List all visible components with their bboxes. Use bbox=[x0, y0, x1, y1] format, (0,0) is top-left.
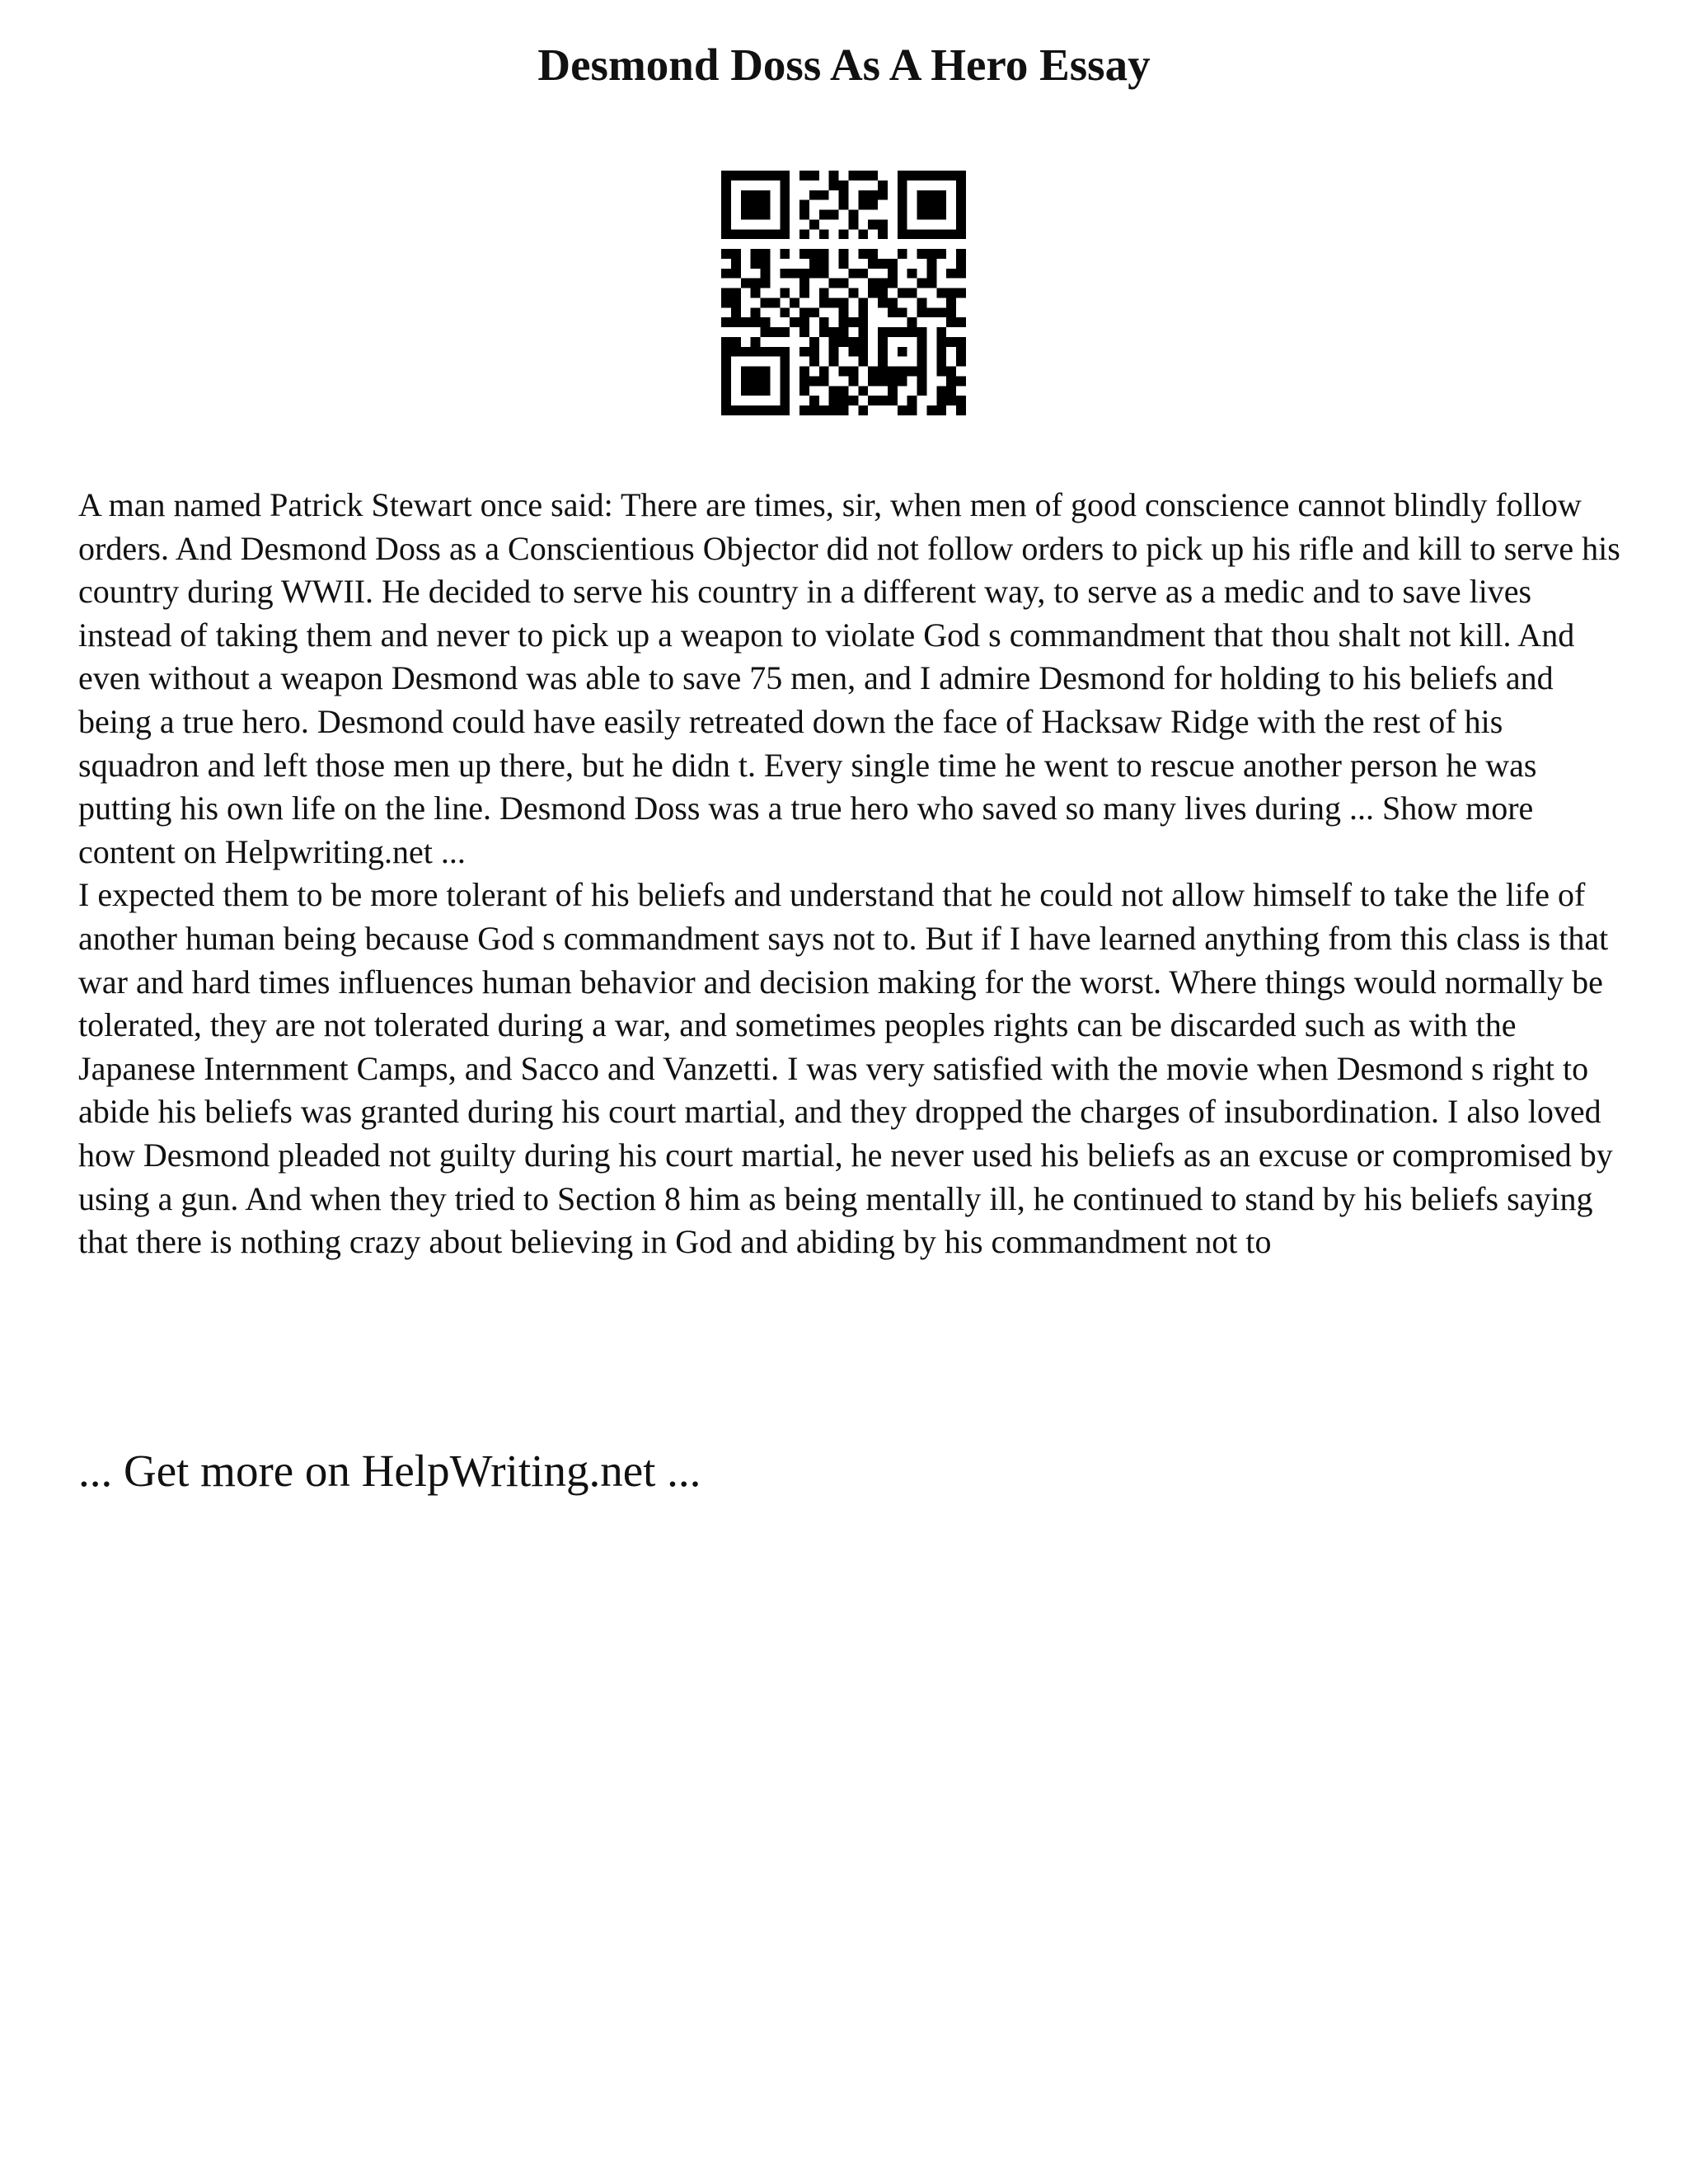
essay-paragraph-1: A man named Patrick Stewart once said: There are times, sir, when men of good conscience cannot blindly follow orders. And Desmond Doss as a Conscientious Objector did not follow orders to pick up his rifle and kill to serve his country during WWII. He decided to serve his country in a different way, to serve as a medic and to save lives instead of taking them and never to pick up a weapon to violate God s commandment that thou shalt not kill. And even without a weapon Desmond was able to save 75 men, and I admire Desmond for holding to his beliefs and being a true hero. Desmond could have easily retreated down the face of Hacksaw Ridge with the rest of his squadron and left those men up there, but he didn t. Every single time he went to rescue another person he was putting his own life on the line. Desmond Doss was a true hero who saved so many lives during ... Show more content on Helpwriting.net ... bbox=[78, 486, 1620, 870]
essay-paragraph-2: I expected them to be more tolerant of his beliefs and understand that he could not allow himself to take the life of another human being because God s commandment says not to. But if I have learned anything from this class is that war and hard times influences human behavior and decision making for the worst. Where things would normally be tolerated, they are not tolerated during a war, and sometimes peoples rights can be discarded such as with the Japanese Internment Camps, and Sacco and Vanzetti. I was very satisfied with the movie when Desmond s right to abide his beliefs was granted during his court martial, and they dropped the charges of insubordination. I also loved how Desmond pleaded not guilty during his court martial, he never used his beliefs as an excuse or compromised by using a gun. And when they tried to Section 8 him as being mentally ill, he continued to stand by his beliefs saying that there is nothing crazy about believing in God and abiding by his commandment not to bbox=[78, 876, 1613, 1261]
essay-body bbox=[78, 484, 1628, 1264]
get-more-link[interactable]: ... Get more on HelpWriting.net ... bbox=[78, 1446, 701, 1496]
page-title: Desmond Doss As A Hero Essay bbox=[537, 40, 1151, 90]
qr-code-icon bbox=[721, 171, 966, 415]
